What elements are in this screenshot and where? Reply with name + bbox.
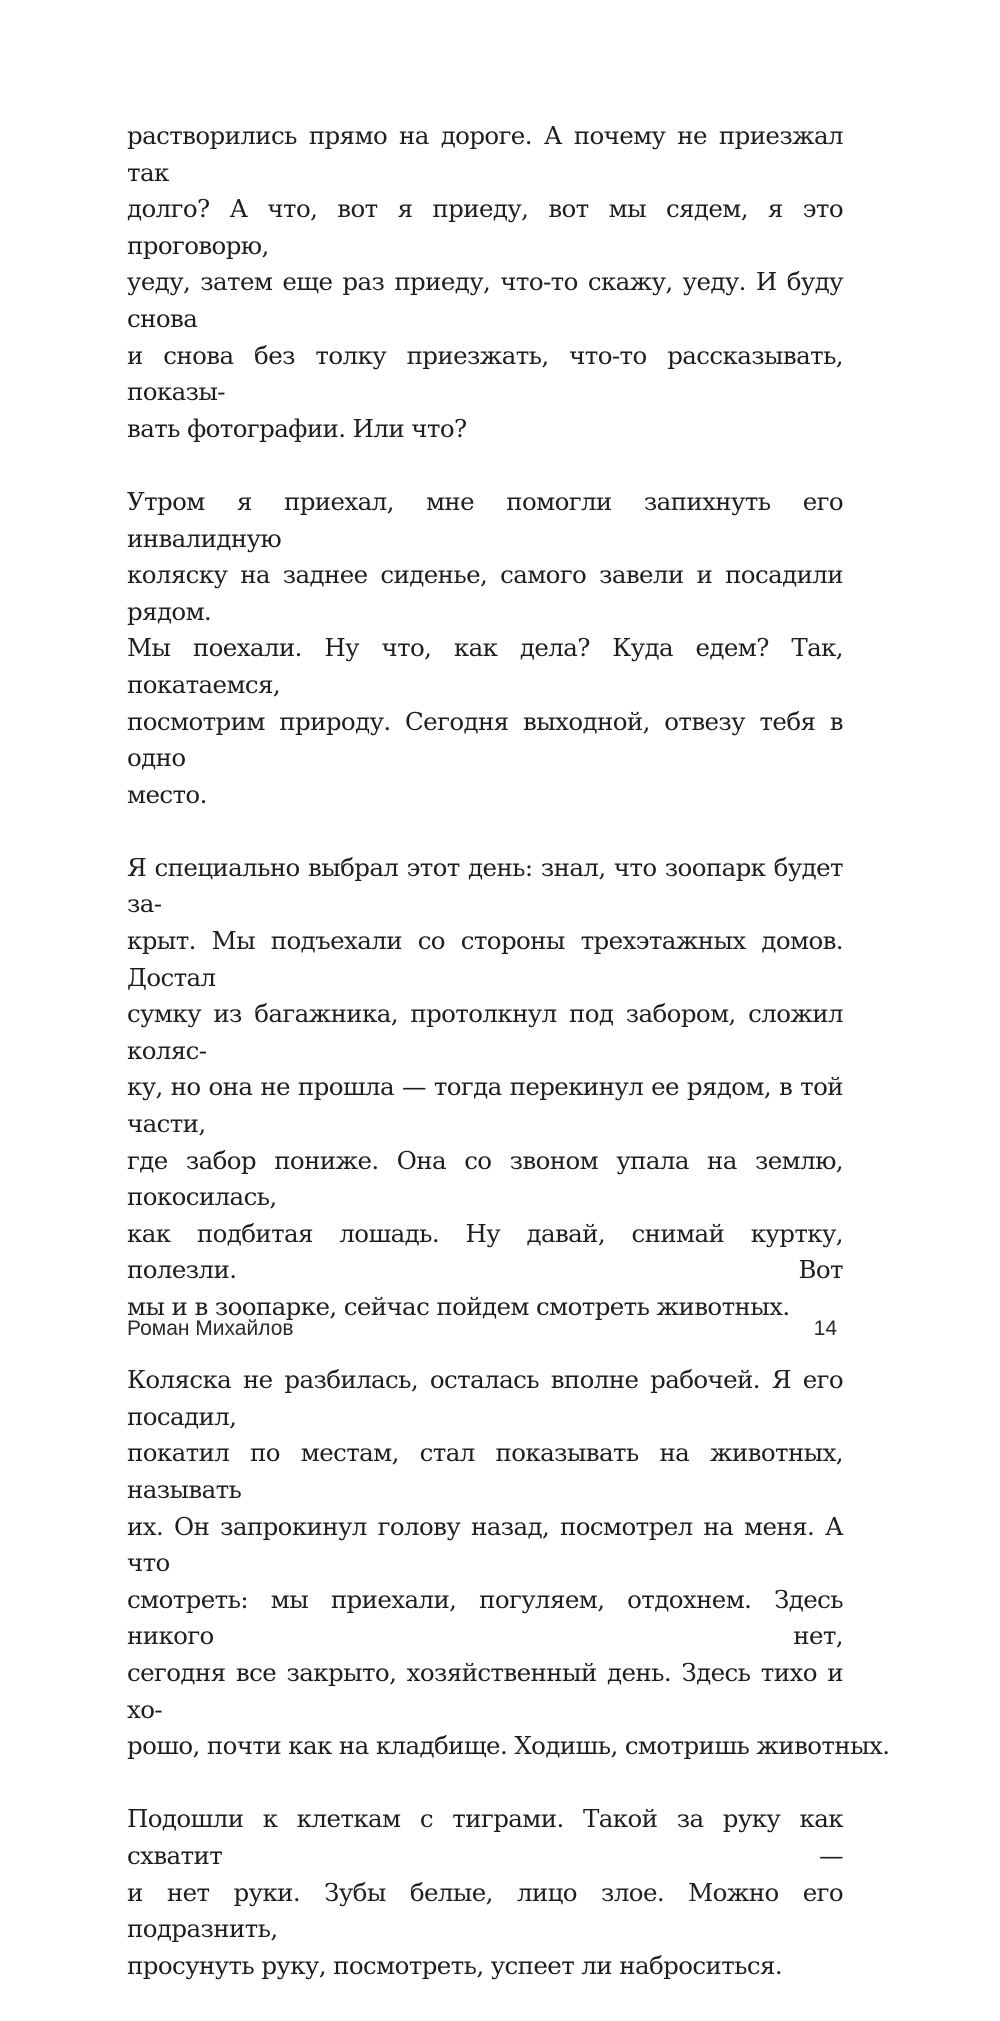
paragraph-3 — [127, 850, 843, 1326]
text-line: растворились прямо на дороге. А почему не приезжал так — [127, 121, 843, 187]
text-line: и нет руки. Зубы белые, лицо злое. Можно его подразнить, — [127, 1877, 843, 1944]
text-line: как подбитая лошадь. Ну давай, снимай куртку, полезли. Вот — [127, 1218, 843, 1285]
text-line: Коляска не разбилась, осталась вполне рабочей. Я его посадил, — [127, 1365, 843, 1431]
text-line: долго? А что, вот я приеду, вот мы сядем, я это проговорю, — [127, 194, 843, 260]
text-line: где забор пониже. Она со звоном упала на землю, покосилась, — [127, 1145, 843, 1212]
text-line: сумку из багажника, протолкнул под забором, сложил коляс- — [127, 999, 843, 1065]
text-line: Подошли к клеткам с тиграми. Такой за руку как схватит — — [127, 1804, 843, 1870]
paragraph-5 — [127, 1801, 843, 1984]
text-line: и снова без толку приезжать, что-то рассказывать, показы- — [127, 340, 843, 407]
text-line: коляску на заднее сиденье, самого завели и посадили рядом. — [127, 560, 843, 626]
footer-author: Роман Михайлов — [127, 1317, 294, 1340]
text-line: Утром я приехал, мне помогли запихнуть его инвалидную — [127, 486, 843, 553]
text-line: рошо, почти как на кладбище. Ходишь, смотришь животных. — [127, 1731, 890, 1761]
body-text — [127, 118, 890, 2021]
text-line: посмотрим природу. Сегодня выходной, отвезу тебя в одно — [127, 706, 843, 773]
text-line: место. — [127, 779, 207, 809]
text-line: смотреть: мы приехали, погуляем, отдохнем. Здесь никого нет, — [127, 1584, 843, 1651]
text-line: покатил по местам, стал показывать на животных, называть — [127, 1438, 843, 1504]
text-line: вать фотографии. Или что? — [127, 413, 467, 443]
text-line: ку, но она не прошла — тогда перекинул ее рядом, в той части, — [127, 1072, 843, 1139]
page-number: 14 — [813, 1317, 837, 1340]
text-line: мы и в зоопарке, сейчас пойдем смотреть животных. — [127, 1292, 790, 1321]
paragraph-1 — [127, 118, 843, 447]
paragraph-2 — [127, 484, 843, 813]
text-line: крыт. Мы подъехали со стороны трехэтажных домов. Достал — [127, 926, 843, 992]
text-line: уеду, затем еще раз приеду, что-то скажу, уеду. И буду снова — [127, 267, 843, 333]
text-line: Мы поехали. Ну что, как дела? Куда едем? Так, покатаемся, — [127, 633, 843, 699]
text-line: Я специально выбрал этот день: знал, что зоопарк будет за- — [127, 852, 843, 919]
text-line: просунуть руку, посмотреть, успеет ли наброситься. — [127, 1950, 783, 1980]
text-line: сегодня все закрыто, хозяйственный день. Здесь тихо и хо- — [127, 1657, 843, 1724]
text-line: их. Он запрокинул голову назад, посмотрел на меня. А что — [127, 1511, 843, 1578]
paragraph-4 — [127, 1362, 890, 1765]
